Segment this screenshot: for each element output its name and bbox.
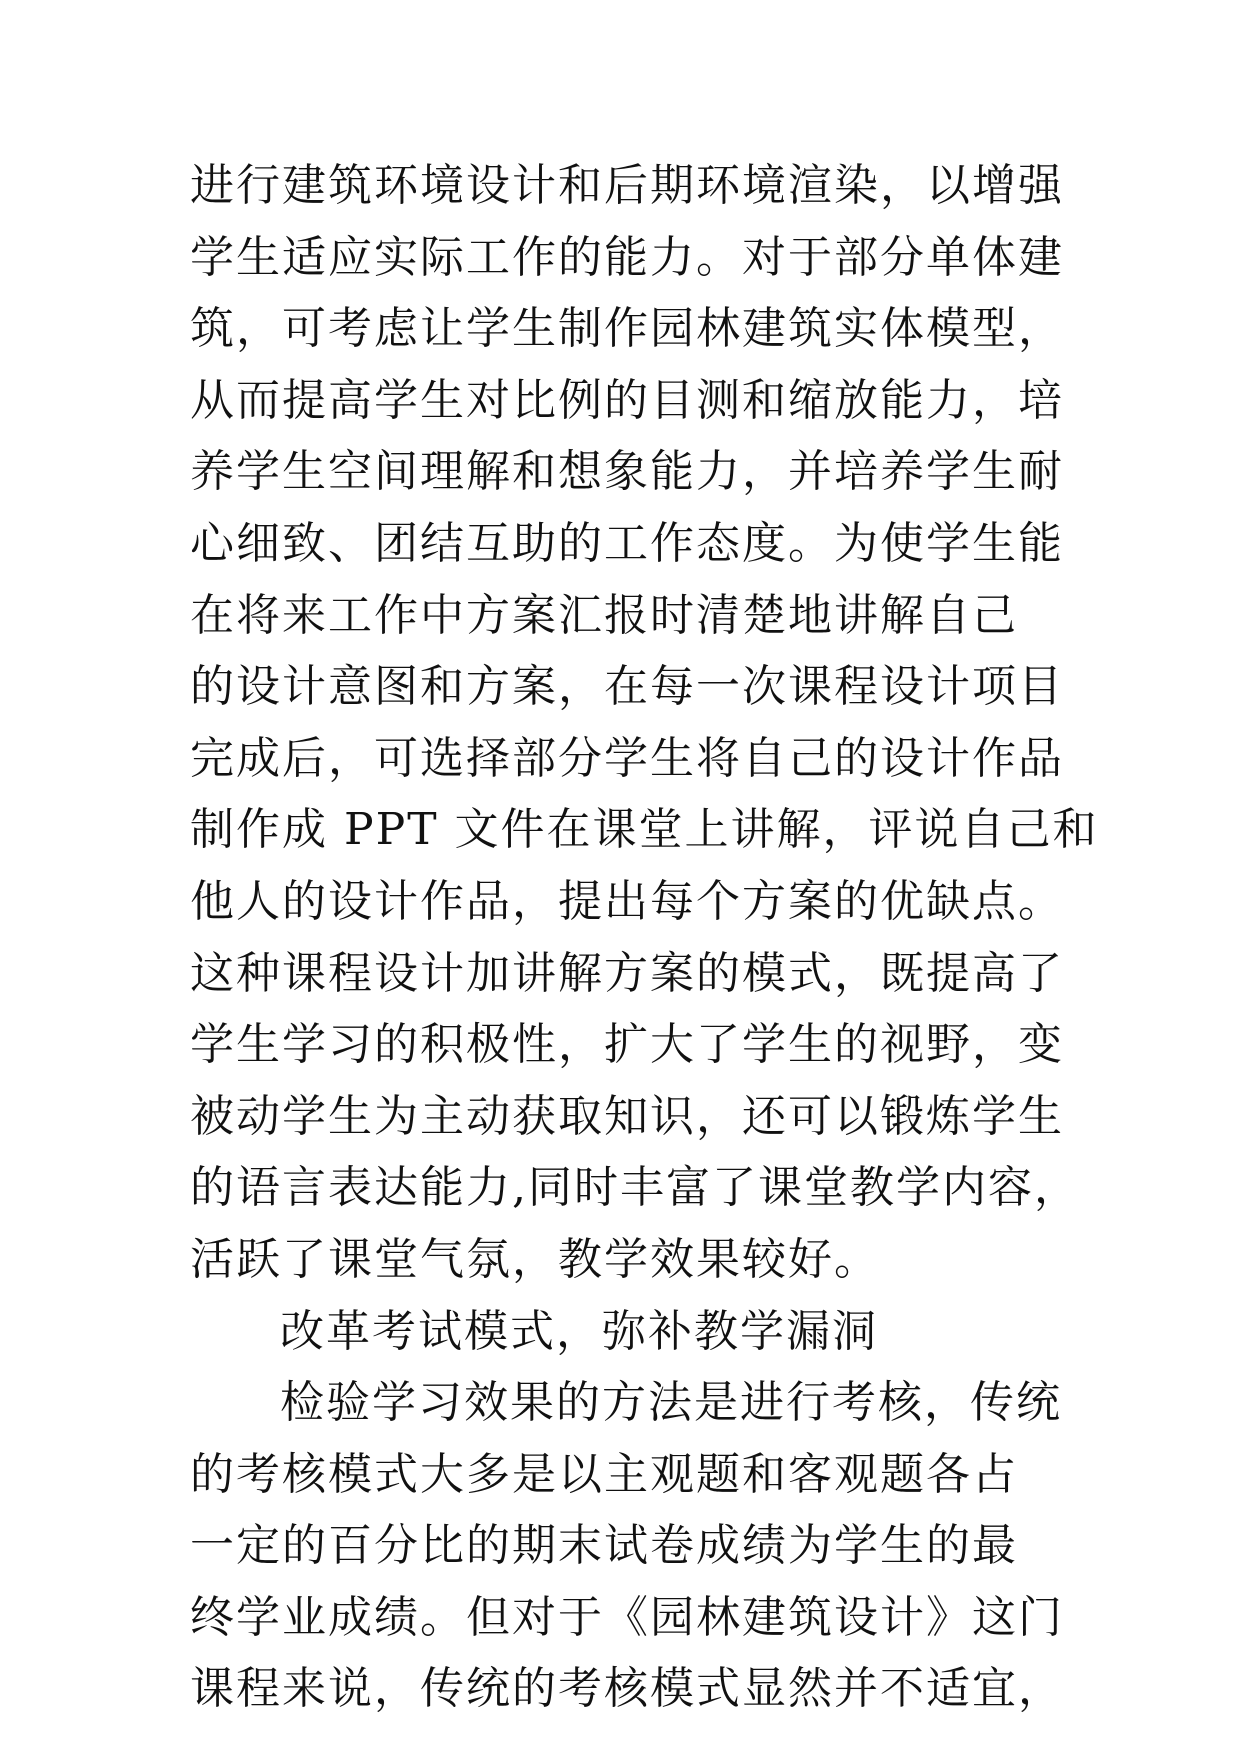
text-line: 的设计意图和方案，在每一次课程设计项目 bbox=[190, 661, 1064, 713]
body-text bbox=[190, 150, 1099, 1725]
text-line: 学生适应实际工作的能力。对于部分单体建 bbox=[190, 231, 1064, 283]
text-line: 学生学习的积极性，扩大了学生的视野，变 bbox=[190, 1019, 1064, 1071]
text-line: 制作成 PPT 文件在课堂上讲解，评说自己和 bbox=[190, 804, 1099, 856]
text-line: 从而提高学生对比例的目测和缩放能力，培 bbox=[190, 374, 1064, 426]
text-line: 终学业成绩。但对于《园林建筑设计》这门 bbox=[190, 1591, 1064, 1643]
text-line: 在将来工作中方案汇报时清楚地讲解自己 bbox=[190, 589, 1018, 641]
text-line: 他人的设计作品，提出每个方案的优缺点。 bbox=[190, 875, 1064, 927]
text-line: 活跃了课堂气氛，教学效果较好。 bbox=[190, 1233, 880, 1285]
text-line: 检验学习效果的方法是进行考核，传统 bbox=[280, 1377, 1062, 1429]
text-line: 完成后，可选择部分学生将自己的设计作品 bbox=[190, 732, 1064, 784]
text-line: 进行建筑环境设计和后期环境渲染，以增强 bbox=[190, 160, 1064, 211]
text-line: 养学生空间理解和想象能力，并培养学生耐 bbox=[190, 446, 1064, 498]
text-line: 课程来说，传统的考核模式显然并不适宜， bbox=[190, 1663, 1064, 1715]
section-heading: 改革考试模式，弥补教学漏洞 bbox=[280, 1305, 878, 1357]
text-line: 的语言表达能力,同时丰富了课堂教学内容， bbox=[190, 1162, 1080, 1214]
text-line: 一定的百分比的期末试卷成绩为学生的最 bbox=[190, 1520, 1018, 1572]
text-line: 的考核模式大多是以主观题和客观题各占 bbox=[190, 1448, 1018, 1500]
text-line: 被动学生为主动获取知识，还可以锻炼学生 bbox=[190, 1090, 1064, 1142]
text-line: 筑，可考虑让学生制作园林建筑实体模型， bbox=[190, 303, 1064, 355]
text-line: 这种课程设计加讲解方案的模式，既提高了 bbox=[190, 947, 1064, 999]
text-line: 心细致、团结互助的工作态度。为使学生能 bbox=[190, 517, 1064, 569]
